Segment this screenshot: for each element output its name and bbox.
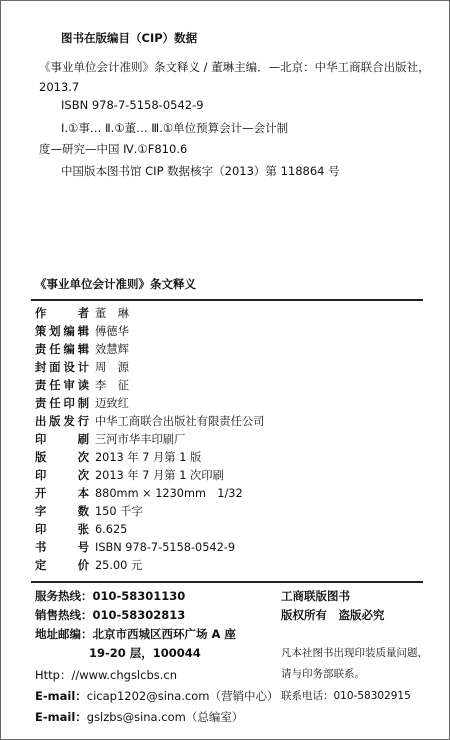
email-label: E-mail：: [35, 689, 87, 703]
cip-heading: 图书在版编目（CIP）数据: [61, 31, 198, 45]
credit-value: 150 千字: [95, 505, 143, 518]
credit-label: 版 次: [35, 451, 89, 464]
email-row-2: [35, 710, 243, 725]
website: Http：//www.chgslcbs.cn: [35, 668, 178, 682]
cip-classification-1: Ⅰ.①事… Ⅱ.①董… Ⅲ.①单位预算会计—会计制: [61, 121, 289, 135]
credit-row: [35, 306, 129, 321]
copyright-notice: 版权所有 盗版必究: [281, 608, 385, 622]
publisher-book-label: 工商联版图书: [281, 589, 350, 603]
credit-row: [35, 414, 264, 429]
credit-label: 定 价: [35, 559, 89, 572]
credit-value: 25.00 元: [95, 559, 143, 572]
credit-row: [35, 360, 129, 375]
credit-value: 傅德华: [95, 325, 129, 338]
service-hotline: 服务热线：010-58301130: [35, 589, 186, 603]
credit-value: 周 源: [95, 361, 129, 374]
credit-row: [35, 450, 201, 465]
cip-line-2: 2013.7: [39, 80, 80, 94]
credit-label: 责任审读: [35, 379, 89, 392]
credit-value: 中华工商联合出版社有限责任公司: [95, 415, 265, 428]
credit-row: [35, 504, 143, 519]
credit-row: [35, 432, 185, 447]
email-value: gslzbs@sina.com（总编室）: [86, 710, 244, 724]
credit-label: 印 张: [35, 523, 89, 536]
credit-value: 三河市华丰印刷厂: [95, 433, 186, 446]
credit-label: 字 数: [35, 505, 89, 518]
credit-row: [35, 378, 129, 393]
credit-row: [35, 324, 129, 339]
credit-value: 李 征: [95, 379, 129, 392]
divider-bottom: [31, 581, 423, 583]
credit-label: 印 刷: [35, 433, 89, 446]
credit-value: 效慧辉: [95, 343, 129, 356]
credit-label: 责任编辑: [35, 343, 89, 356]
credit-value: ISBN 978-7-5158-0542-9: [95, 541, 236, 554]
credit-row: [35, 558, 142, 573]
credit-row: [35, 396, 129, 411]
credit-label: 作 者: [35, 307, 89, 320]
cip-classification-2: 度—研究—中国 Ⅳ.①F810.6: [39, 142, 188, 156]
credit-label: 责任印制: [35, 397, 89, 410]
credit-label: 策划编辑: [35, 325, 89, 338]
quality-notice-2: 请与印务部联系。: [281, 668, 365, 680]
divider-top: [31, 299, 423, 301]
credit-value: 880mm × 1230mm 1/32: [95, 487, 243, 500]
cip-line-1: 《事业单位会计准则》条文释义 / 董琳主编．—北京：中华工商联合出版社，: [39, 60, 430, 74]
credit-label: 开 本: [35, 487, 89, 500]
credit-row: [35, 342, 129, 357]
contact-phone: 联系电话：010-58302915: [281, 690, 411, 702]
credit-row: [35, 486, 243, 501]
email-row-1: [35, 689, 278, 704]
credit-row: [35, 540, 235, 555]
credit-label: 封面设计: [35, 361, 89, 374]
address-line-2: 19-20 层，100044: [89, 646, 201, 660]
book-title: 《事业单位会计准则》条文释义: [35, 277, 196, 291]
credit-value: 迈致红: [95, 397, 129, 410]
credit-row: [35, 468, 224, 483]
sales-hotline: 销售热线：010-58302813: [35, 608, 186, 622]
address-line-1: 地址邮编：北京市西城区西环广场 A 座: [35, 627, 236, 641]
credit-value: 6.625: [95, 523, 128, 536]
credit-label: 出版发行: [35, 415, 89, 428]
quality-notice-1: 凡本社图书出现印装质量问题，: [281, 647, 428, 659]
credit-value: 董 琳: [95, 307, 129, 320]
credit-value: 2013 年 7 月第 1 版: [95, 451, 202, 464]
credit-label: 印 次: [35, 469, 89, 482]
email-value: cicap1202@sina.com（营销中心）: [86, 689, 279, 703]
credit-value: 2013 年 7 月第 1 次印刷: [95, 469, 224, 482]
credit-row: [35, 522, 127, 537]
cip-record-number: 中国版本图书馆 CIP 数据核字（2013）第 118864 号: [61, 164, 340, 178]
cip-isbn: ISBN 978-7-5158-0542-9: [61, 98, 204, 112]
email-label: E-mail：: [35, 710, 87, 724]
credit-label: 书 号: [35, 541, 89, 554]
